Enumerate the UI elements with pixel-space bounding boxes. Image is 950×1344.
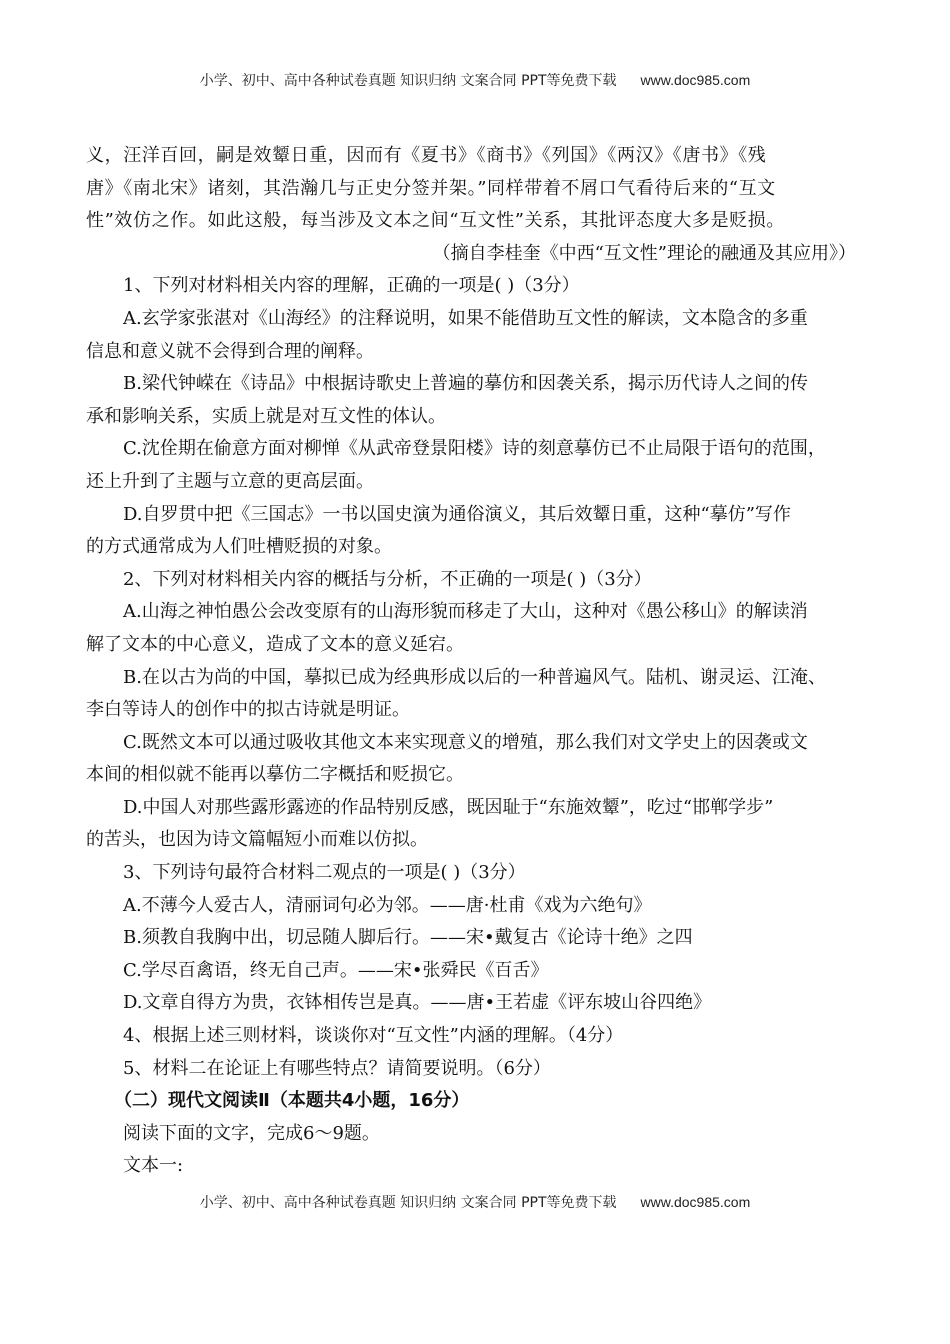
question-stem: 3、下列诗句最符合材料二观点的一项是( )（3分） [123, 862, 526, 884]
question-stem: 2、下列对材料相关内容的概括与分析，不正确的一项是( )（3分） [123, 568, 652, 590]
option-b: B.在以古为尚的中国，摹拟已成为经典形成以后的一种普遍风气。陆机、谢灵运、江淹、 [123, 666, 826, 688]
option-d: D.文章自得方为贵，衣钵相传岂是真。——唐•王若虚《评东坡山谷四绝》 [123, 992, 712, 1014]
question-2 [86, 564, 864, 857]
option-d: D.自罗贯中把《三国志》一书以国史演为通俗演义，其后效颦日重，这种“摹仿”写作 [123, 503, 791, 525]
page-header-watermark [0, 70, 950, 90]
option-c-cont: 还上升到了主题与立意的更高层面。 [86, 470, 374, 492]
option-b-cont: 承和影响关系，实质上就是对互文性的体认。 [86, 405, 446, 427]
question-1 [86, 270, 864, 563]
option-b: B.须教自我胸中出，切忌随人脚后行。——宋•戴复古《论诗十绝》之四 [123, 927, 693, 949]
option-c: C.沈佺期在偷意方面对柳惮《从武帝登景阳楼》诗的刻意摹仿已不止局限于语句的范围， [123, 438, 826, 460]
question-stem: 1、下列对材料相关内容的理解，正确的一项是( )（3分） [123, 275, 580, 297]
option-c-cont: 本间的相似就不能再以摹仿二字概括和贬损它。 [86, 764, 464, 786]
header-url: www.doc985.com [640, 72, 751, 88]
option-a: A.不薄今人爱古人，清丽词句必为邻。——唐·杜甫《戏为六绝句》 [123, 894, 652, 916]
option-a: A.玄学家张湛对《山海经》的注释说明，如果不能借助互文性的解读，文本隐含的多重 [123, 307, 808, 329]
passage-source: （摘自李桂奎《中西“互文性”理论的融通及其应用》） [432, 242, 856, 264]
passage-line: 性”效仿之作。如此这般，每当涉及文本之间“互文性”关系，其批评态度大多是贬损。 [86, 210, 786, 232]
passage-line: 义，汪洋百回，嗣是效颦日重，因而有《夏书》《商书》《列国》《两汉》《唐书》《残 [86, 145, 767, 166]
option-a: A.山海之神怕愚公会改变原有的山海形貌而移走了大山，这种对《愚公移山》的解读消 [123, 601, 808, 623]
document-page [86, 140, 864, 1183]
header-text: 小学、初中、高中各种试卷真题 知识归纳 文案合同 PPT等免费下载 [199, 73, 617, 89]
question-4: 4、根据上述三则材料，谈谈你对“互文性”内涵的理解。（4分） [123, 1025, 624, 1047]
option-c: C.既然文本可以通过吸收其他文本来实现意义的增殖，那么我们对文学史上的因袭或文 [123, 731, 808, 753]
option-c: C.学尽百禽语，终无自己声。——宋•张舜民《百舌》 [123, 959, 549, 981]
passage-continuation [86, 140, 864, 270]
footer-url: www.doc985.com [640, 1194, 751, 1210]
text-one-label: 文本一: [123, 1155, 184, 1177]
section-title: （二）现代文阅读Ⅱ（本题共4小题，16分） [114, 1090, 470, 1112]
page-footer-watermark [0, 1192, 950, 1212]
option-d-cont: 的苦头，也因为诗文篇幅短小而难以仿拟。 [86, 829, 428, 851]
question-5: 5、材料二在论证上有哪些特点？请简要说明。（6分） [123, 1057, 551, 1079]
option-d-cont: 的方式通常成为人们吐槽贬损的对象。 [86, 536, 392, 558]
option-b-cont: 李白等诗人的创作中的拟古诗就是明证。 [86, 699, 410, 721]
option-a-cont: 解了文本的中心意义，造成了文本的意义延宕。 [86, 633, 464, 655]
option-d: D.中国人对那些露形露迹的作品特别反感，既因耻于“东施效颦”，吃过“邯郸学步” [123, 796, 774, 818]
question-3 [86, 857, 864, 1020]
option-a-cont: 信息和意义就不会得到合理的阐释。 [86, 340, 374, 362]
footer-text: 小学、初中、高中各种试卷真题 知识归纳 文案合同 PPT等免费下载 [199, 1195, 617, 1211]
option-b: B.梁代钟嵘在《诗品》中根据诗歌史上普遍的摹仿和因袭关系，揭示历代诗人之间的传 [123, 373, 808, 395]
section-modern-reading-2 [86, 1085, 864, 1183]
section-instruction: 阅读下面的文字，完成6～9题。 [123, 1122, 380, 1144]
passage-line: 唐》《南北宋》诸刻，其浩瀚几与正史分签并架。”同样带着不屑口气看待后来的“互文 [86, 177, 776, 199]
